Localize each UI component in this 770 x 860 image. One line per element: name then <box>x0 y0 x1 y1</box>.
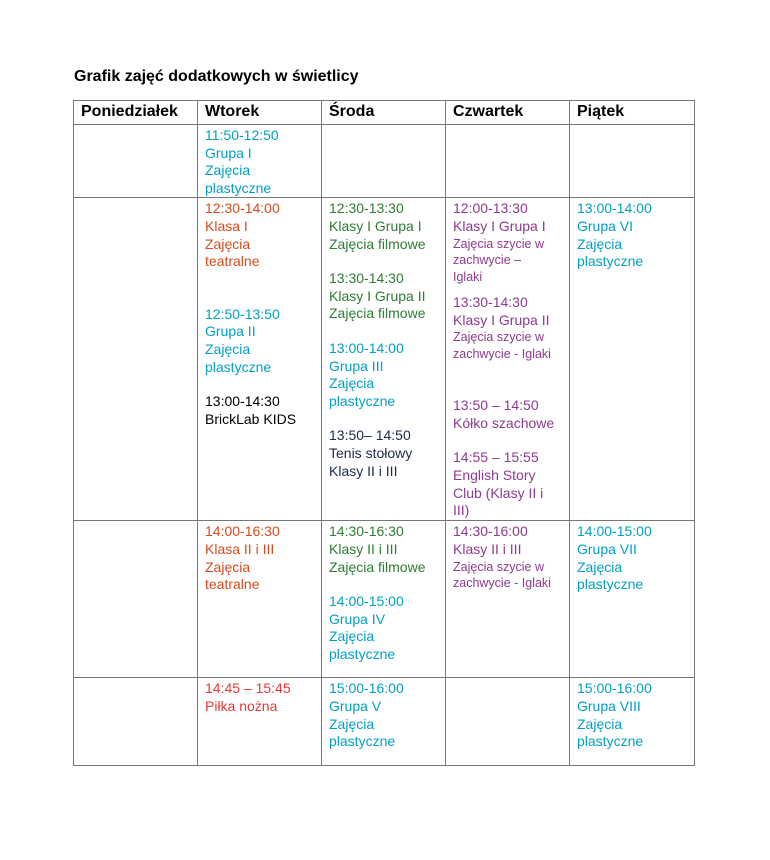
table-row <box>74 521 695 678</box>
cell-friday <box>570 678 695 766</box>
activity-time: 14:30-16:00 <box>453 523 528 540</box>
column-header-tuesday: Wtorek <box>198 101 322 125</box>
activity-time: 13:30-14:30 <box>329 270 404 287</box>
activity-line: Klasy II i III <box>329 462 398 479</box>
activity-line: zachwycie - Iglaki <box>453 346 551 361</box>
activity-line: zachwycie – <box>453 253 522 268</box>
cell-tuesday <box>198 678 322 766</box>
activity-time: 15:00-16:00 <box>577 680 652 697</box>
activity-line: Zajęcia <box>329 628 375 645</box>
activity-time: 12:30-13:30 <box>329 200 404 217</box>
activity-time: 14:55 – 15:55 <box>453 449 539 466</box>
activity-entry <box>329 427 439 480</box>
column-header-thursday: Czwartek <box>446 101 570 125</box>
table-row <box>74 125 695 198</box>
activity-line: English Story <box>453 467 536 484</box>
activity-entry <box>205 393 315 428</box>
activity-time: 13:50 – 14:50 <box>453 397 539 414</box>
activity-line: plastyczne <box>577 576 644 593</box>
activity-entry <box>329 200 439 253</box>
activity-time: 15:00-16:00 <box>329 680 404 697</box>
activity-line: Grupa III <box>329 357 384 374</box>
activity-line: Grupa VII <box>577 540 637 557</box>
activity-line: Tenis stołowy <box>329 444 413 461</box>
cell-wednesday <box>322 678 446 766</box>
activity-line: Zajęcia <box>577 558 623 575</box>
activity-entry <box>205 127 315 197</box>
activity-line: Zajęcia filmowe <box>329 558 426 575</box>
activity-line: Club (Klasy II i <box>453 484 544 501</box>
activity-line: plastyczne <box>577 733 644 750</box>
activity-line: plastyczne <box>329 733 396 750</box>
activity-time: 14:00-15:00 <box>577 523 652 540</box>
activity-line: Kółko szachowe <box>453 414 555 431</box>
activity-line: Zajęcia <box>329 375 375 392</box>
activity-entry <box>205 680 315 715</box>
activity-line: Klasy I Grupa I <box>329 217 422 234</box>
activity-line: Grupa I <box>205 144 252 161</box>
cell-tuesday <box>198 521 322 678</box>
activity-line: Zajęcia filmowe <box>329 305 426 322</box>
activity-entry <box>205 523 315 593</box>
activity-line: Klasy II i III <box>329 540 398 557</box>
activity-time: 14:00-15:00 <box>329 593 404 610</box>
activity-time: 14:00-16:30 <box>205 523 280 540</box>
cell-tuesday <box>198 198 322 521</box>
activity-line: III) <box>453 502 470 519</box>
cell-monday <box>74 678 198 766</box>
schedule-table <box>73 100 695 766</box>
activity-time: 14:30-16:30 <box>329 523 404 540</box>
activity-line: Iglaki <box>453 269 483 284</box>
activity-line: Zajęcia <box>205 340 251 357</box>
activity-entry <box>453 294 563 362</box>
activity-line: Klasa I <box>205 217 248 234</box>
header-row <box>74 101 695 125</box>
activity-line: teatralne <box>205 576 260 593</box>
activity-time: 14:45 – 15:45 <box>205 680 291 697</box>
page-title: Grafik zajęć dodatkowych w świetlicy <box>74 68 359 85</box>
activity-line: Zajęcia szycie w <box>453 559 544 574</box>
cell-friday <box>570 125 695 198</box>
table-row <box>74 678 695 766</box>
activity-line: plastyczne <box>205 179 272 196</box>
activity-line: Grupa VI <box>577 217 634 234</box>
activity-line: Grupa II <box>205 323 256 340</box>
cell-thursday <box>446 125 570 198</box>
cell-monday <box>74 521 198 678</box>
activity-entry <box>205 306 315 376</box>
cell-wednesday <box>322 198 446 521</box>
cell-thursday <box>446 678 570 766</box>
activity-entry <box>577 680 688 750</box>
activity-line: Zajęcia szycie w <box>453 236 544 251</box>
column-header-friday: Piątek <box>570 101 695 125</box>
activity-line: Zajęcia <box>329 715 375 732</box>
activity-entry <box>205 200 315 270</box>
activity-line: Zajęcia <box>577 715 623 732</box>
cell-tuesday <box>198 125 322 198</box>
activity-entry <box>577 200 688 270</box>
activity-time: 12:30-14:00 <box>205 200 280 217</box>
activity-line: zachwycie - Iglaki <box>453 576 551 591</box>
activity-line: Grupa V <box>329 697 382 714</box>
activity-entry <box>329 523 439 576</box>
activity-line: Zajęcia <box>205 162 251 179</box>
activity-line: Klasa II i III <box>205 540 275 557</box>
activity-time: 12:50-13:50 <box>205 305 280 322</box>
cell-wednesday <box>322 125 446 198</box>
activity-time: 11:50-12:50 <box>205 127 279 143</box>
activity-entry <box>453 200 563 285</box>
activity-entry <box>577 523 688 593</box>
activity-line: plastyczne <box>329 392 396 409</box>
cell-wednesday <box>322 521 446 678</box>
activity-line: Klasy I Grupa I <box>453 217 546 234</box>
activity-entry <box>453 449 563 519</box>
cell-friday <box>570 521 695 678</box>
cell-thursday <box>446 521 570 678</box>
activity-entry <box>329 270 439 323</box>
activity-time: 13:00-14:30 <box>205 393 280 410</box>
table-row <box>74 198 695 521</box>
activity-line: Piłka nożna <box>205 697 278 714</box>
activity-line: teatralne <box>205 253 260 270</box>
activity-line: Zajęcia szycie w <box>453 330 544 345</box>
activity-entry <box>453 397 563 432</box>
column-header-wednesday: Środa <box>322 101 446 125</box>
activity-line: Klasy I Grupa II <box>329 287 426 304</box>
column-header-monday: Poniedziałek <box>74 101 198 125</box>
activity-time: 13:30-14:30 <box>453 294 528 311</box>
cell-monday <box>74 198 198 521</box>
cell-thursday <box>446 198 570 521</box>
cell-friday <box>570 198 695 521</box>
cell-monday <box>74 125 198 198</box>
activity-line: Zajęcia <box>205 235 251 252</box>
activity-line: Klasy I Grupa II <box>453 311 550 328</box>
activity-line: plastyczne <box>205 358 272 375</box>
activity-time: 13:00-14:00 <box>577 200 652 217</box>
activity-line: Zajęcia <box>577 235 623 252</box>
activity-line: Grupa IV <box>329 610 386 627</box>
activity-time: 12:00-13:30 <box>453 200 528 217</box>
activity-entry <box>329 340 439 410</box>
activity-time: 13:00-14:00 <box>329 339 404 356</box>
activity-line: Zajęcia filmowe <box>329 235 426 252</box>
activity-entry <box>329 593 439 663</box>
activity-entry <box>329 680 439 750</box>
activity-line: plastyczne <box>329 645 396 662</box>
activity-line: Grupa VIII <box>577 697 641 714</box>
activity-line: BrickLab KIDS <box>205 410 297 427</box>
activity-line: Zajęcia <box>205 558 251 575</box>
activity-time: 13:50– 14:50 <box>329 427 411 444</box>
activity-line: plastyczne <box>577 253 644 270</box>
activity-entry <box>453 523 563 591</box>
schedule-body <box>74 125 695 766</box>
activity-line: Klasy II i III <box>453 540 522 557</box>
